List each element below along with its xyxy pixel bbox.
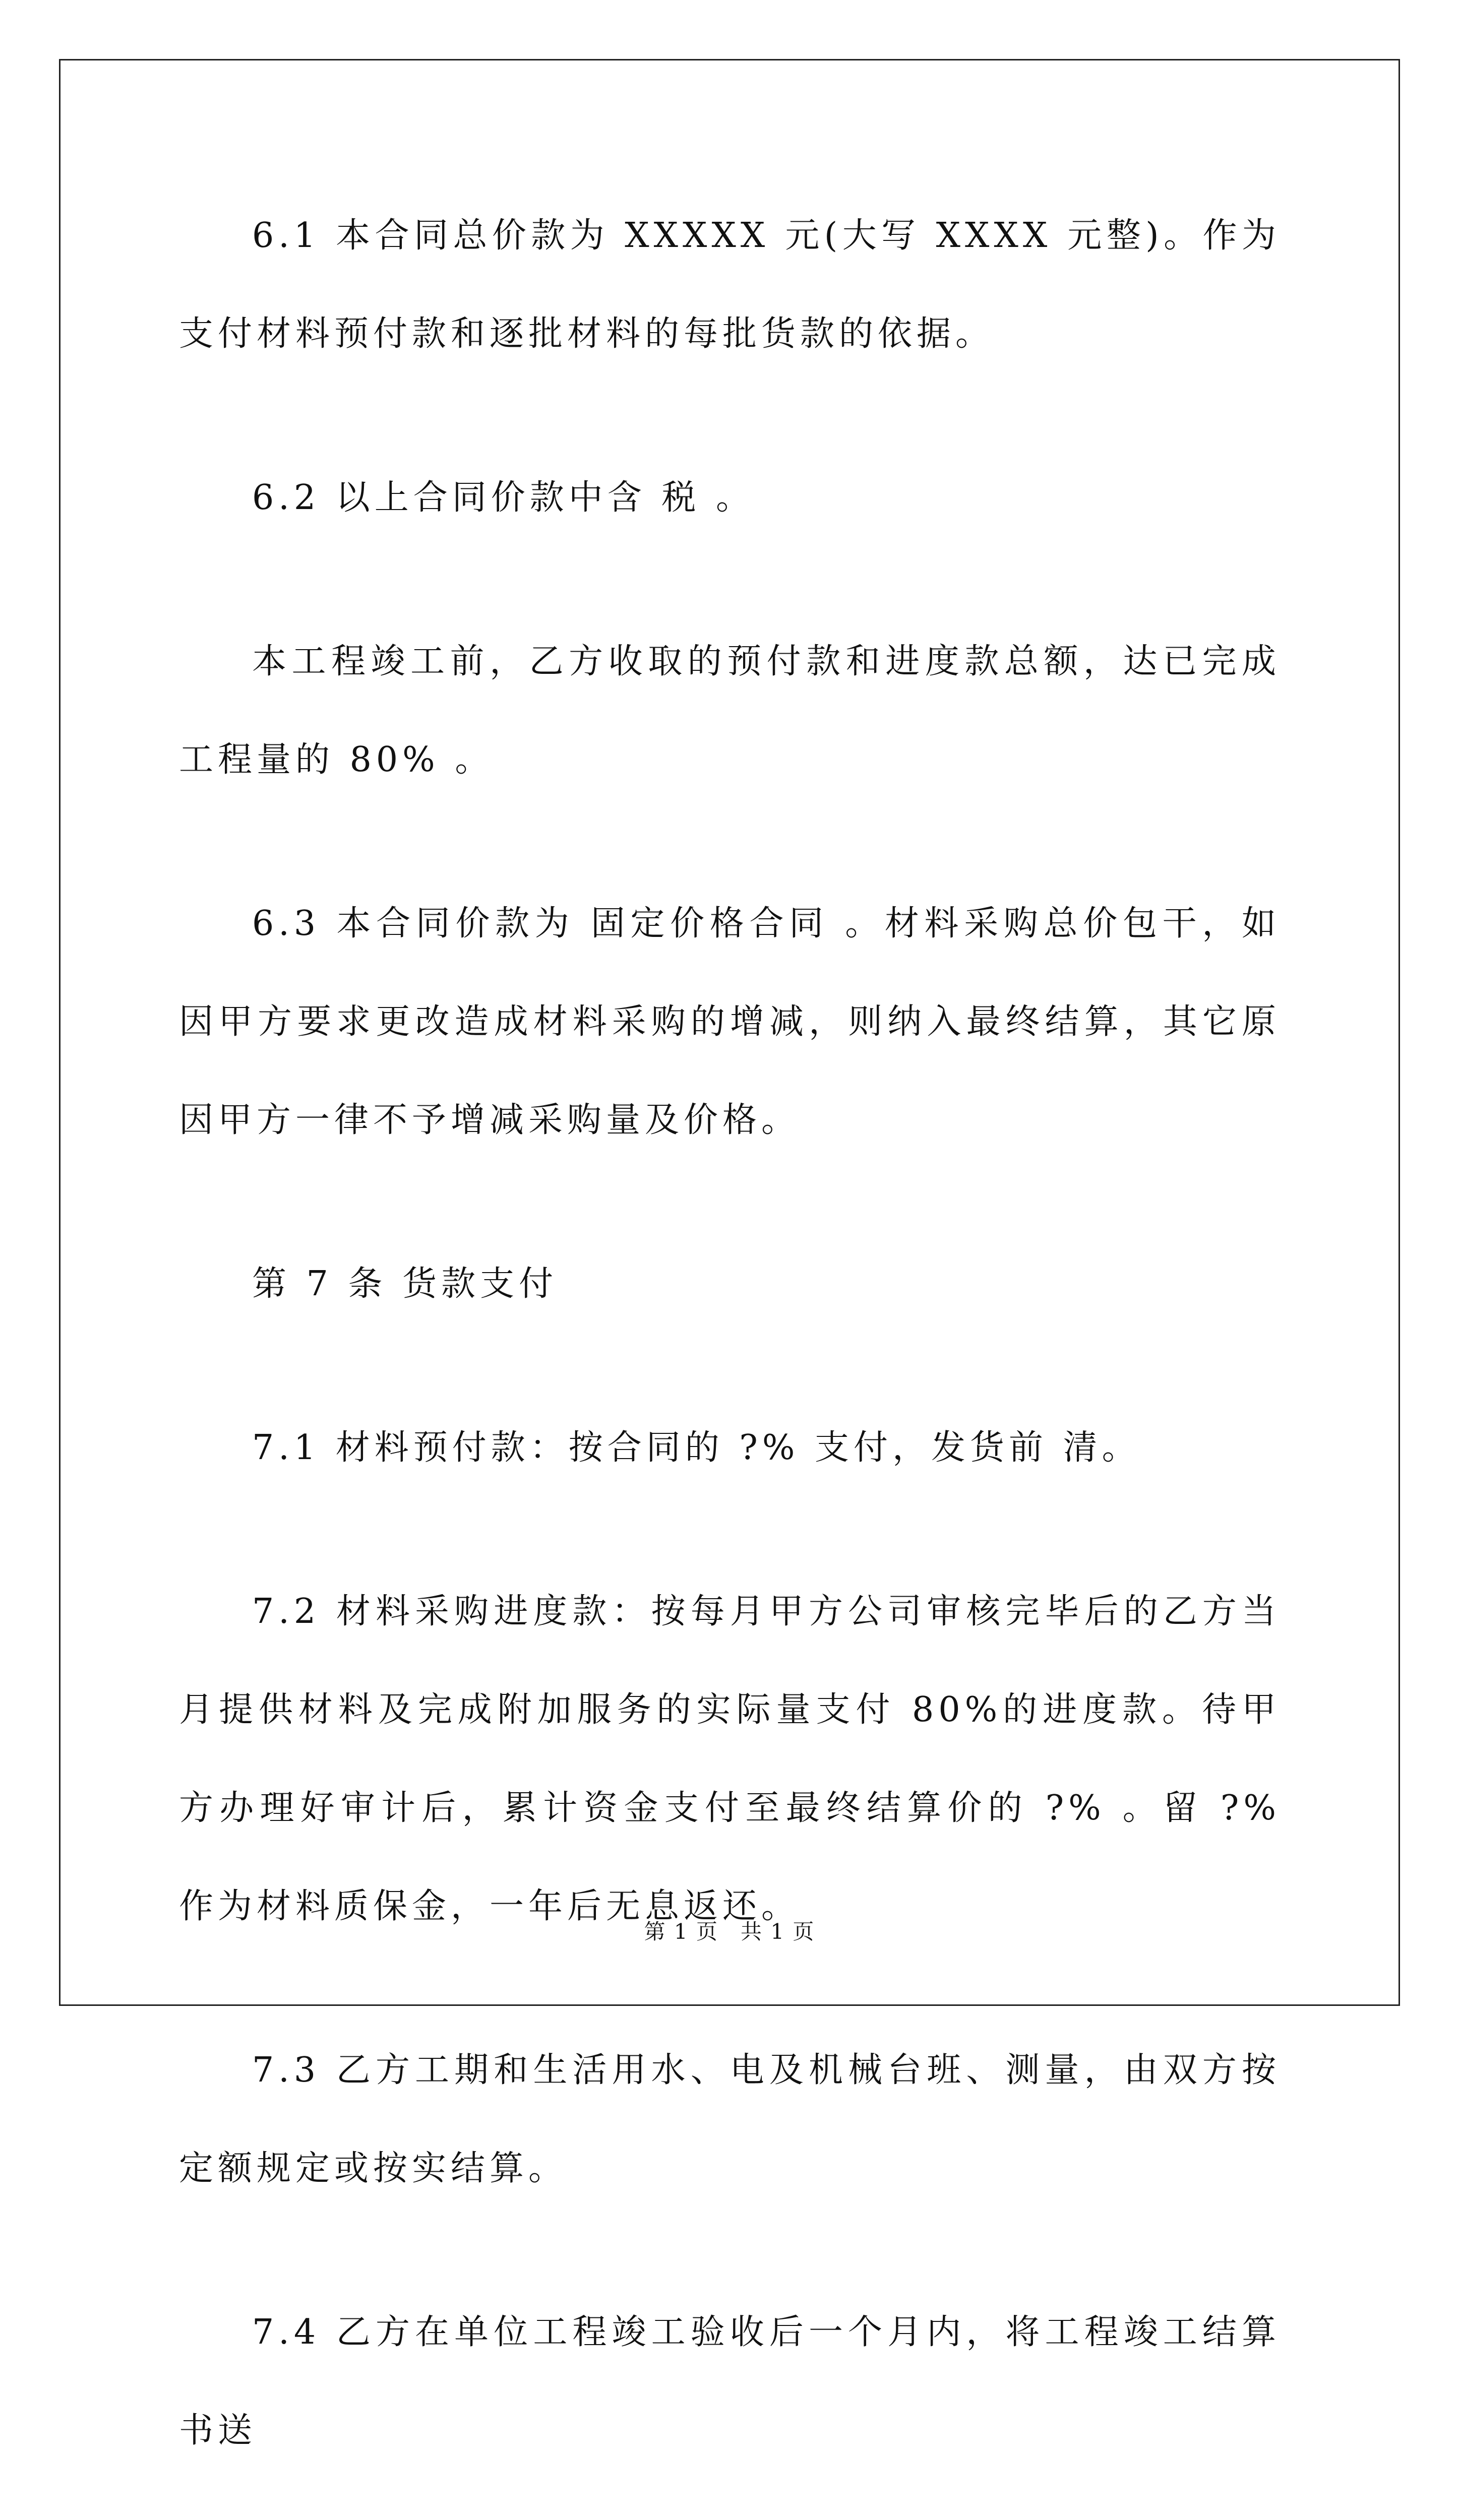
paragraph-6-1: 6.1 本合同总价款为 XXXXX 元(大写 XXXX 元整)。作为支付材料预付款和逐批材料的每批货款的依据。 <box>179 216 1281 354</box>
paragraph-progress-payment: 本工程竣工前，乙方收取的预付款和进度款总额，达已完成工程量的 80% 。 <box>179 642 1281 780</box>
paragraph-7-4: 7.4 乙方在单位工程竣工验收后一个月内，将工程竣工结算书送 <box>179 2312 1281 2450</box>
document-body <box>179 186 1281 2520</box>
article-7-heading: 第 7 条 货款支付 <box>252 1264 558 1304</box>
paragraph-7-3: 7.3 乙方工期和生活用水、电及机械台班、测量，由双方按定额规定或按实结算。 <box>179 2050 1281 2188</box>
paragraph-6-2: 6.2 以上合同价款中含 税 。 <box>252 478 755 518</box>
paragraph-7-1: 7.1 材料预付款：按合同的 ?% 支付，发货前 清。 <box>252 1428 1141 1468</box>
page-footer: 第 1 页 共 1 页 <box>644 1919 815 1944</box>
paragraph-7-2: 7.2 材料采购进度款：按每月甲方公司审核完毕后的乙方当月提供材料及完成附加服务的实际量支付 80%的进度款。待甲方办理好审计后，累计资金支付至最终结算价的 ?% 。留 ?% 作为材料质保金，一年后无息返还。 <box>179 1592 1281 1926</box>
paragraph-6-3: 6.3 本合同价款为 固定价格合同 。材料采购总价包干，如因甲方要求更改造成材料采购的增减，则纳入最终结算，其它原因甲方一律不予增减采购量及价格。 <box>179 904 1281 1140</box>
